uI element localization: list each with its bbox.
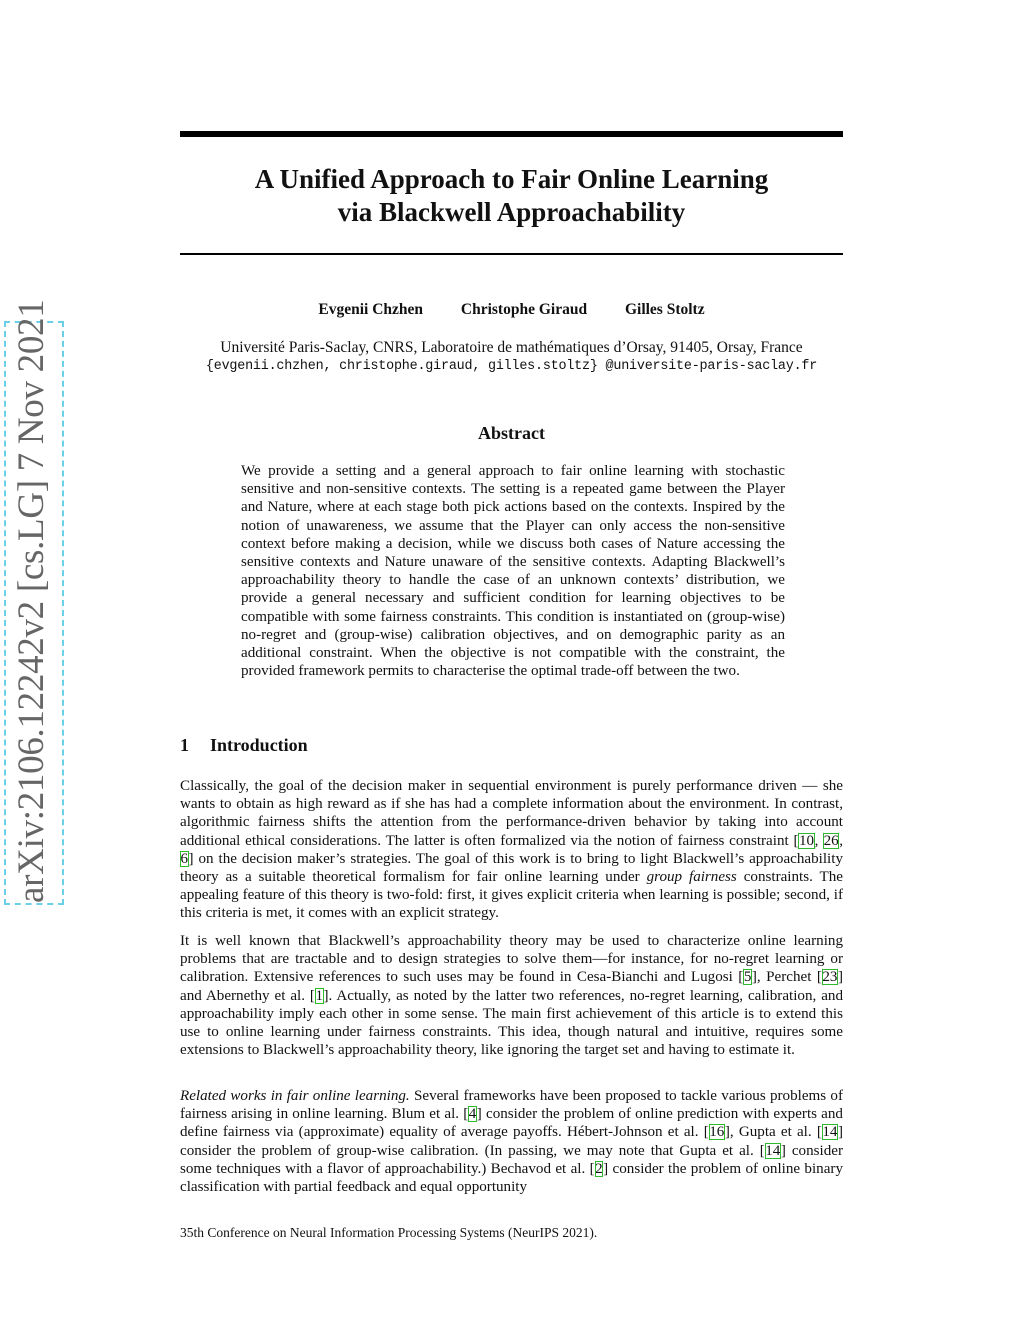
citation-link[interactable]: 14 xyxy=(822,1124,838,1141)
text-run: ] consider the problem of online binary classification with partial feedback and equal opportunity xyxy=(180,1160,843,1196)
text-run: It is well known that Blackwell’s approachability theory may be used to characterize online learning problems that are tractable and to design strategies to solve them—for instance, for no-regret learning or calibration. Extensive references to such uses may be found in Cesa-Bianchi and Lugosi [ xyxy=(180,933,843,986)
citation-link[interactable]: 26 xyxy=(823,832,839,849)
abstract-text: We provide a setting and a general approach to fair online learning with stochastic sensitive and non-sensitive contexts. The setting is a repeated game between the Player and Nature, where at each stage both pick actions based on the contexts. Inspired by the notion of unawareness, we assume that the Player can only access the non-sensitive context before making a decision, while we discuss both cases of Nature accessing the sensitive contexts and Nature unaware of the sensitive contexts. Adapting Blackwell’s approachability theory to handle the case of an unknown contexts’ distribution, we provide a general necessary and sufficient condition for learning objectives to be compatible with some fairness constraints. This condition is instantiated on (group-wise) no-regret and (group-wise) calibration objectives, and on demographic parity as an additional constraint. When the objective is not compatible with the constraint, the provided framework permits to characterise the optimal trade-off between the two. xyxy=(241,463,785,680)
citation-link[interactable]: 16 xyxy=(709,1124,725,1141)
text-run: ], Gupta et al. [ xyxy=(724,1124,822,1141)
author-list xyxy=(180,300,843,320)
text-run: Several frameworks have been proposed to tackle various problems of fairness arising in online learning. Blum et al. [ xyxy=(180,1088,843,1123)
text-run: ] on the decision maker’s strategies. The goal of this work is to bring to light Blackwell’s approachability theory as a suitable theoretical formalism for fair online learning under xyxy=(180,850,843,886)
title-line-1: A Unified Approach to Fair Online Learning xyxy=(254,164,769,194)
citation-link[interactable]: 23 xyxy=(822,969,838,986)
text-run: ] consider the problem of group-wise calibration. (In passing, we may note that Gupta et al. [ xyxy=(180,1124,843,1159)
affiliation: Université Paris-Saclay, CNRS, Laboratoire de mathématiques d’Orsay, 91405, Orsay, France xyxy=(220,339,803,356)
citation-link[interactable]: 1 xyxy=(315,987,323,1004)
section-title: Introduction xyxy=(210,735,308,755)
emphasis-text: group fairness xyxy=(646,869,737,886)
citation-link[interactable]: 4 xyxy=(468,1106,477,1123)
text-run: , xyxy=(814,832,824,849)
paragraph xyxy=(180,1087,843,1196)
text-run: ] consider the problem of online prediction with experts and define fairness via (approximate) equality of average payoffs. Hébert-Johnson et al. [ xyxy=(180,1106,843,1141)
author-name: Evgenii Chzhen xyxy=(318,301,424,318)
author-name: Christophe Giraud xyxy=(460,301,588,318)
text-run: ], Perchet [ xyxy=(751,969,822,986)
text-run: ]. Actually, as noted by the latter two references, no-regret learning, calibration, and approachability imply each other in some sense. The main first achievement of this article is to extend this use to online learning under fairness constraints. This idea, though natural and intuitive, requires some extensions to Blackwell’s approachability theory, like ignoring the target set and having to estimate it. xyxy=(180,987,843,1059)
text-run: Classically, the goal of the decision maker in sequential environment is purely performance driven — she wants to obtain as high reward as if she has had a complete information about the environment. In contrast, algorithmic fairness shifts the attention from the performance-driven behavior by taking into account additional ethical considerations. The latter is often formalized via the notion of fairness constraint [ xyxy=(180,778,843,849)
arxiv-stamp: arXiv:2106.12242v2 [cs.LG] 7 Nov 2021 xyxy=(4,321,64,905)
title-bottom-rule xyxy=(180,253,843,255)
section-number: 1 xyxy=(180,735,189,755)
author-emails: {evgenii.chzhen, christophe.giraud, gilles.stoltz} @universite-paris-saclay.fr xyxy=(205,359,818,374)
title-top-rule xyxy=(180,131,843,137)
conference-footer: 35th Conference on Neural Information Processing Systems (NeurIPS 2021). xyxy=(180,1225,598,1240)
citation-link[interactable]: 6 xyxy=(180,850,189,867)
text-run: , xyxy=(839,832,843,849)
abstract-heading: Abstract xyxy=(478,423,545,443)
text-run: ] and Abernethy et al. [ xyxy=(180,969,843,1004)
paper-title xyxy=(180,163,843,229)
paragraph xyxy=(180,932,843,1059)
run-in-heading: Related works in fair online learning. xyxy=(180,1088,410,1104)
text-run: constraints. The appealing feature of this theory is two-fold: first, it gives explicit criteria when learning is possible; second, if this criteria is met, it comes with an explicit strategy. xyxy=(180,869,843,922)
section-heading xyxy=(180,735,308,756)
citation-link[interactable]: 10 xyxy=(798,832,815,849)
citation-link[interactable]: 2 xyxy=(595,1160,603,1177)
text-run: ] consider some techniques with a flavor of approachability.) Bechavod et al. [ xyxy=(180,1142,843,1177)
citation-link[interactable]: 5 xyxy=(743,969,752,986)
author-name: Gilles Stoltz xyxy=(624,301,705,318)
paragraph xyxy=(180,777,843,923)
title-line-2: via Blackwell Approachability xyxy=(337,197,686,227)
citation-link[interactable]: 14 xyxy=(765,1142,781,1159)
